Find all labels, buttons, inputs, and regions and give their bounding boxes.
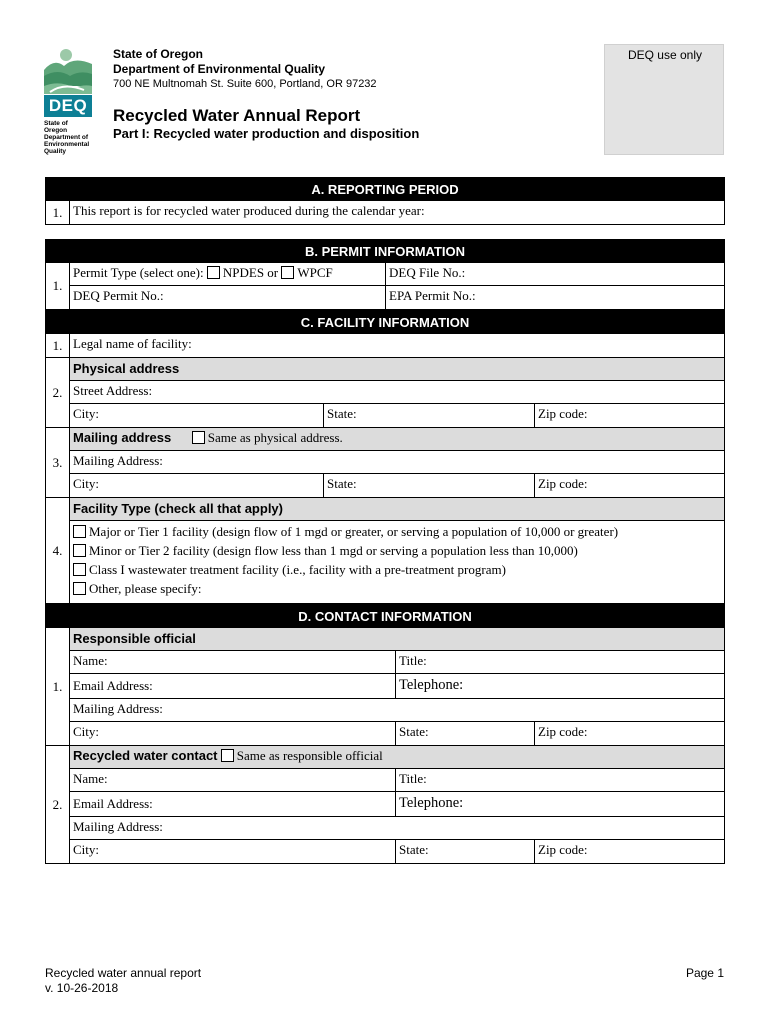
contact-state-field[interactable]: State: (396, 840, 535, 863)
official-mailing-field[interactable]: Mailing Address: (73, 701, 163, 716)
section-c-row-4 (45, 498, 725, 604)
deq-use-only-box (604, 44, 724, 155)
row-number: 1. (46, 334, 70, 357)
recycled-contact-heading: Recycled water contact (73, 748, 218, 763)
landscape-logo-icon (44, 46, 92, 94)
contact-email-field[interactable]: Email Address: (70, 792, 396, 816)
report-subtitle: Part I: Recycled water production and disposition (113, 126, 420, 141)
section-c-row-3 (45, 428, 725, 498)
section-a-heading: A. REPORTING PERIOD (45, 177, 725, 201)
official-city-field[interactable]: City: (70, 722, 396, 745)
wpcf-checkbox[interactable] (281, 266, 294, 279)
section-d-heading: D. CONTACT INFORMATION (45, 604, 725, 628)
street-address-field[interactable]: Street Address: (73, 383, 153, 398)
legal-name-field[interactable]: Legal name of facility: (73, 336, 192, 351)
report-form (45, 177, 725, 864)
official-state-field[interactable]: State: (396, 722, 535, 745)
same-as-physical-checkbox[interactable] (192, 431, 205, 444)
row-number: 1. (46, 201, 70, 224)
agency-state: State of Oregon (113, 47, 204, 61)
row-number: 2. (46, 358, 70, 427)
facility-option-other[interactable]: Other, please specify: (73, 581, 721, 600)
footer-left (45, 966, 201, 996)
section-c-row-2 (45, 358, 725, 428)
agency-address: 700 NE Multnomah St. Suite 600, Portland, OR 97232 (113, 78, 377, 90)
epa-permit-field[interactable]: EPA Permit No.: (389, 288, 476, 303)
official-zip-field[interactable]: Zip code: (538, 724, 588, 739)
contact-city-field[interactable]: City: (70, 840, 396, 863)
other-checkbox[interactable] (73, 582, 86, 595)
physical-city-field[interactable]: City: (70, 404, 324, 427)
row-number: 3. (46, 428, 70, 497)
physical-state-field[interactable]: State: (324, 404, 535, 427)
facility-type-options (70, 521, 724, 603)
mailing-zip-field[interactable]: Zip code: (538, 476, 588, 491)
mailing-address-heading: Mailing address (73, 430, 172, 445)
class1-checkbox[interactable] (73, 563, 86, 576)
section-d-row-1 (45, 628, 725, 746)
mailing-address-field[interactable]: Mailing Address: (73, 453, 163, 468)
section-d-row-2 (45, 746, 725, 864)
row-number: 1. (46, 263, 70, 309)
section-c-heading: C. FACILITY INFORMATION (45, 310, 725, 334)
contact-zip-field[interactable]: Zip code: (538, 842, 588, 857)
contact-telephone-field[interactable]: Telephone: (399, 795, 464, 811)
contact-name-field[interactable]: Name: (70, 769, 396, 791)
report-title: Recycled Water Annual Report (113, 106, 361, 125)
agency-dept: Department of Environmental Quality (113, 62, 326, 76)
facility-option-minor[interactable]: Minor or Tier 2 facility (design flow less than 1 mgd or serving a population less than 10,000) (73, 543, 721, 562)
mailing-address-heading-row: Mailing address Same as physical address. (70, 428, 724, 450)
facility-option-class1[interactable]: Class I wastewater treatment facility (i.e., facility with a pre-treatment program) (73, 562, 721, 581)
physical-address-heading: Physical address (73, 361, 180, 376)
facility-type-heading: Facility Type (check all that apply) (73, 501, 283, 516)
official-title-field[interactable]: Title: (399, 653, 427, 668)
section-c-row-1 (45, 334, 725, 358)
logo-caption: State of Oregon Department of Environmental Quality (44, 120, 90, 155)
official-telephone-field[interactable]: Telephone: (399, 677, 464, 693)
mailing-state-field[interactable]: State: (324, 474, 535, 497)
official-email-field[interactable]: Email Address: (70, 674, 396, 698)
deq-permit-field[interactable]: DEQ Permit No.: (70, 286, 386, 309)
facility-option-major[interactable]: Major or Tier 1 facility (design flow of 1 mgd or greater, or serving a population of 10,000 or greater) (73, 524, 721, 543)
calendar-year-field[interactable]: This report is for recycled water produced during the calendar year: (73, 203, 425, 218)
major-checkbox[interactable] (73, 525, 86, 538)
mailing-city-field[interactable]: City: (70, 474, 324, 497)
npdes-checkbox[interactable] (207, 266, 220, 279)
page-number: Page 1 (685, 966, 724, 980)
recycled-contact-heading-row: Recycled water contact Same as responsible official (70, 746, 724, 768)
minor-checkbox[interactable] (73, 544, 86, 557)
contact-mailing-field[interactable]: Mailing Address: (73, 819, 163, 834)
permit-type-field: Permit Type (select one): NPDES or WPCF (70, 263, 386, 285)
responsible-official-heading: Responsible official (73, 631, 196, 646)
section-b-heading: B. PERMIT INFORMATION (45, 239, 725, 263)
deq-file-field[interactable]: DEQ File No.: (389, 265, 466, 280)
contact-title-field[interactable]: Title: (399, 771, 427, 786)
logo-deq-text: DEQ (44, 95, 92, 117)
same-as-official-checkbox[interactable] (221, 749, 234, 762)
physical-zip-field[interactable]: Zip code: (538, 406, 588, 421)
footer-doc-name: Recycled water annual report (45, 966, 202, 980)
row-number: 2. (46, 746, 70, 863)
row-number: 1. (46, 628, 70, 745)
deq-logo (44, 46, 92, 155)
deq-use-only-label: DEQ use only (627, 48, 702, 62)
official-name-field[interactable]: Name: (70, 651, 396, 673)
section-a-row (45, 201, 725, 225)
footer-version: v. 10-26-2018 (45, 981, 119, 995)
section-b-row (45, 263, 725, 310)
agency-block (113, 47, 377, 92)
row-number: 4. (46, 498, 70, 603)
